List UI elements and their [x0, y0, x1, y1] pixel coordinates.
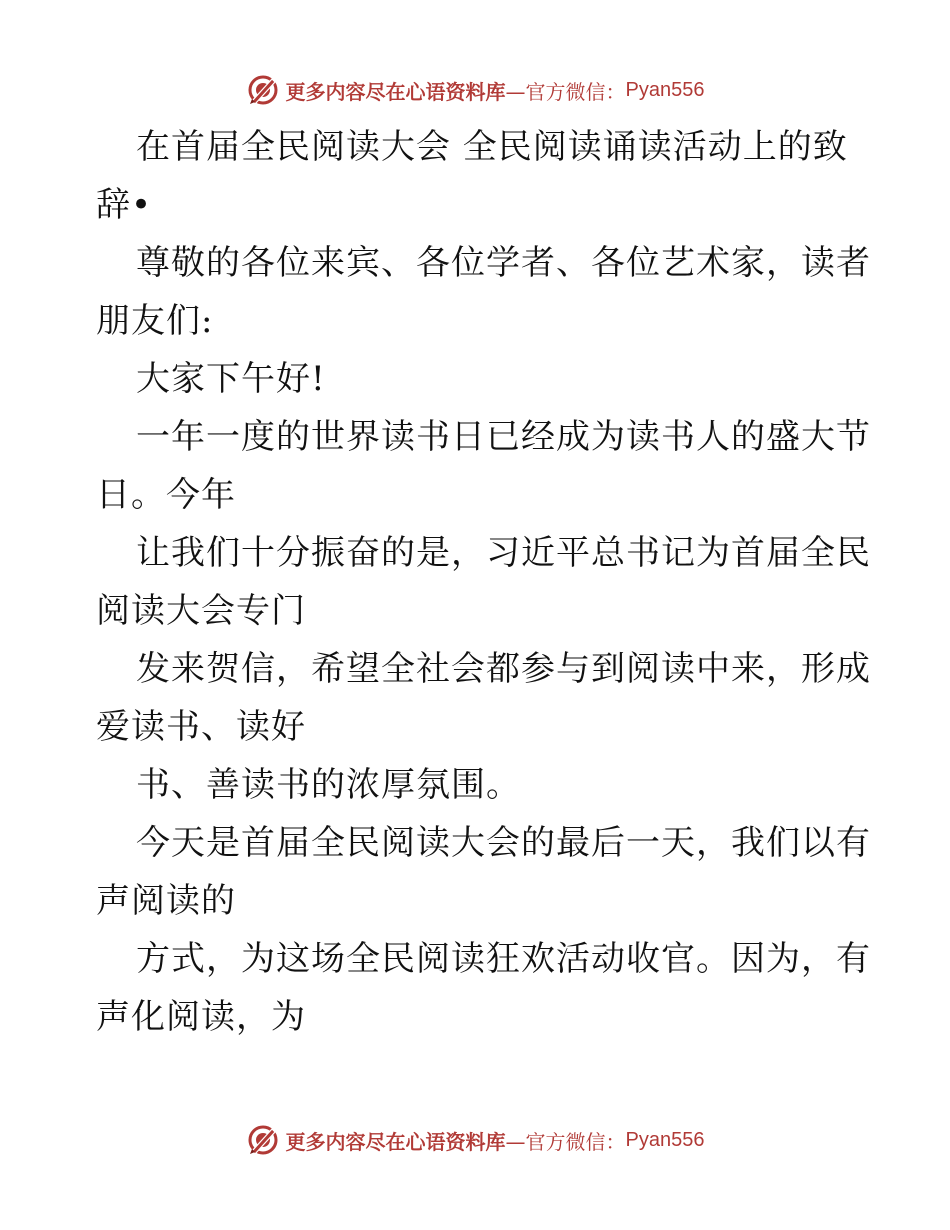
text-line: 让我们十分振奋的是，习近平总书记为首届全民 — [136, 533, 871, 573]
footer-banner — [0, 1120, 950, 1160]
text-line: 书、善读书的浓厚氛围。 — [136, 765, 521, 805]
text-line: 今天是首届全民阅读大会的最后一天，我们以有 — [136, 823, 871, 863]
text-line: 爱读书、读好 — [96, 707, 306, 747]
text-line: 声阅读的 — [96, 881, 236, 921]
banner-wechat-label: —官方微信： — [505, 1129, 626, 1154]
header-banner — [0, 70, 950, 110]
text-line: 发来贺信，希望全社会都参与到阅读中来，形成 — [136, 649, 871, 689]
banner-wechat-handle: Pyan556 — [625, 78, 705, 101]
banner-wechat-label: —官方微信： — [505, 79, 626, 104]
text-line: 大家下午好! — [136, 359, 326, 399]
text-line: 尊敬的各位来宾、各位学者、各位艺术家，读者 — [136, 243, 871, 283]
banner-title: 更多内容尽在心语资料库 — [285, 1129, 506, 1154]
banner-wechat-handle: Pyan556 — [625, 1128, 705, 1151]
text-line: 声化阅读，为 — [96, 997, 306, 1037]
document-body — [96, 118, 871, 1046]
text-line: 朋友们: — [96, 301, 214, 341]
banner-title: 更多内容尽在心语资料库 — [285, 79, 506, 104]
text-line: 阅读大会专门 — [96, 591, 306, 631]
text-line: 在首届全民阅读大会 全民阅读诵读活动上的致 — [136, 127, 848, 167]
text-line: 一年一度的世界读书日已经成为读书人的盛大节 — [136, 417, 871, 457]
pen-logo-icon — [246, 1123, 280, 1157]
text-line: 辞• — [96, 185, 153, 225]
text-line: 方式，为这场全民阅读狂欢活动收官。因为，有 — [136, 939, 871, 979]
text-line: 日。今年 — [96, 475, 236, 515]
pen-logo-icon — [246, 73, 280, 107]
